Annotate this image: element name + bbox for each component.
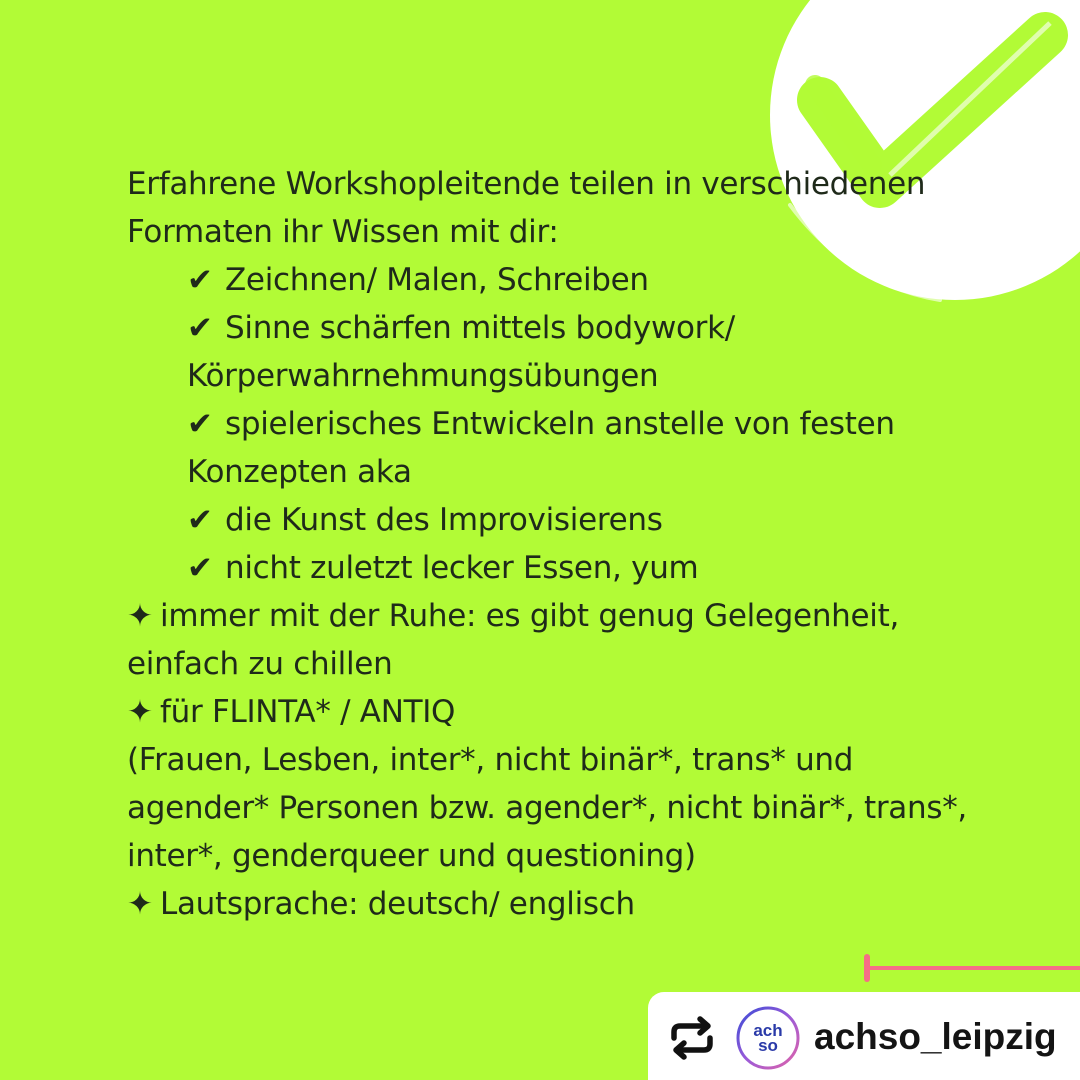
check-item-label: Sinne schärfen mittels bodywork/ Körperwahrnehmungsübungen <box>187 310 735 394</box>
avatar[interactable] <box>740 1010 796 1066</box>
avatar-text-bottom: so <box>758 1036 778 1055</box>
pink-divider-line <box>866 966 1080 970</box>
check-item-label: nicht zuletzt lecker Essen, yum <box>225 550 699 586</box>
checkmark-icon: ✔ <box>187 310 213 346</box>
post-text <box>127 160 967 928</box>
check-item <box>127 304 967 400</box>
check-item-label: spielerisches Entwickeln anstelle von festen Konzepten aka <box>187 406 895 490</box>
check-item-label: Zeichnen/ Malen, Schreiben <box>225 262 649 298</box>
intro-text: Erfahrene Workshopleitende teilen in verschiedenen Formaten ihr Wissen mit dir: <box>127 166 926 250</box>
star-item <box>127 592 967 688</box>
check-item <box>127 256 967 304</box>
checkmark-icon: ✔ <box>187 262 213 298</box>
checkmark-icon: ✔ <box>187 502 213 538</box>
checkmark-icon: ✔ <box>187 550 213 586</box>
sparkle-icon: ✦ <box>127 598 153 634</box>
check-item <box>127 544 967 592</box>
repost-icon[interactable] <box>666 1012 718 1064</box>
star-item-label: Lautsprache: deutsch/ englisch <box>160 886 635 922</box>
sparkle-icon: ✦ <box>127 886 153 922</box>
sparkle-icon: ✦ <box>127 694 153 730</box>
star-item-label: für FLINTA* / ANTIQ <box>160 694 456 730</box>
check-item-label: die Kunst des Improvisierens <box>225 502 663 538</box>
definition-text: (Frauen, Lesben, inter*, nicht binär*, trans* und agender* Personen bzw. agender*, nicht binär*, trans*, inter*, genderqueer und questioning) <box>127 742 967 874</box>
avatar-text-top: ach <box>753 1021 783 1040</box>
check-item <box>127 400 967 496</box>
check-item <box>127 496 967 544</box>
checkmark-icon: ✔ <box>187 406 213 442</box>
star-item <box>127 688 967 736</box>
star-item-label: immer mit der Ruhe: es gibt genug Gelegenheit, einfach zu chillen <box>127 598 900 682</box>
username-link[interactable]: achso_leipzig <box>814 1016 1057 1057</box>
star-item <box>127 880 967 928</box>
